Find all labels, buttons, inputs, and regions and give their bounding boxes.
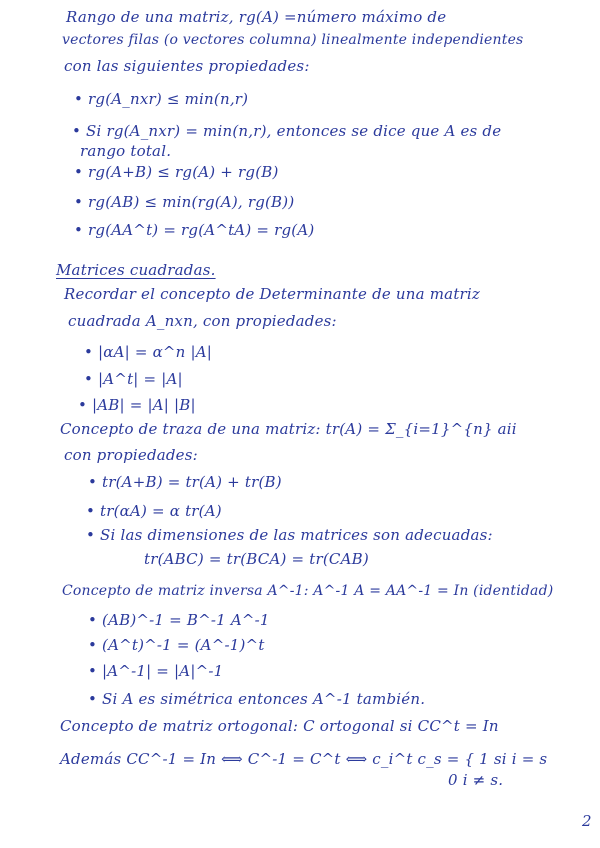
note-line-rg-producto: • rg(AB) ≤ min(rg(A), rg(B)) [74, 193, 295, 211]
note-line-inv-producto: • (AB)^-1 = B^-1 A^-1 [88, 611, 270, 629]
note-line-rg-min: • rg(A_nxr) ≤ min(n,r) [74, 90, 249, 108]
note-line-traza: Concepto de traza de una matriz: tr(A) = Σ_{i=1}^{n} aii [60, 420, 517, 438]
note-line-rg-suma: • rg(A+B) ≤ rg(A) + rg(B) [74, 163, 279, 181]
note-line-vectores-filas: vectores filas (o vectores columna) linealmente independientes [62, 32, 524, 48]
note-line-rg-transpuesta: • rg(AA^t) = rg(A^tA) = rg(A) [74, 221, 315, 239]
page-number: 2 [582, 812, 592, 830]
note-line-traza-propiedades: con propiedades: [64, 446, 198, 464]
note-line-rango-total: • Si rg(A_nxr) = min(n,r), entonces se dice que A es de [72, 122, 502, 140]
note-line-ortogonal: Concepto de matriz ortogonal: C ortogonal si CC^t = In [60, 717, 499, 735]
note-line-ademas: Además CC^-1 = In ⟺ C^-1 = C^t ⟺ c_i^t c_s = { 1 si i = s [60, 750, 548, 768]
note-line-tr-escalar: • tr(αA) = α tr(A) [86, 502, 222, 520]
note-line-inversa: Concepto de matriz inversa A^-1: A^-1 A = AA^-1 = In (identidad) [62, 583, 554, 599]
note-line-det-transpuesta: • |A^t| = |A| [84, 370, 183, 388]
note-line-rango-total-cont: rango total. [80, 142, 172, 160]
note-line-inv-simetrica: • Si A es simétrica entonces A^-1 también. [88, 690, 426, 708]
note-line-determinante: Recordar el concepto de Determinante de una matriz [64, 285, 481, 303]
note-line-inv-transpuesta: • (A^t)^-1 = (A^-1)^t [88, 636, 265, 654]
note-line-cuadrada: cuadrada A_nxn, con propiedades: [68, 312, 337, 330]
note-line-ademas-caso-2: 0 i ≠ s. [448, 771, 504, 789]
note-line-rango-definicion: Rango de una matriz, rg(A) =número máximo de [66, 8, 447, 26]
note-line-inv-det: • |A^-1| = |A|^-1 [88, 662, 224, 680]
heading-matrices-cuadradas: Matrices cuadradas. [56, 261, 216, 279]
note-line-det-producto: • |AB| = |A| |B| [78, 396, 196, 414]
note-line-tr-suma: • tr(A+B) = tr(A) + tr(B) [88, 473, 282, 491]
note-line-dimensiones: • Si las dimensiones de las matrices son adecuadas: [86, 526, 493, 544]
note-line-propiedades-intro: con las siguientes propiedades: [64, 57, 310, 75]
note-line-det-escalar: • |αA| = α^n |A| [84, 343, 213, 361]
note-line-tr-ciclica: tr(ABC) = tr(BCA) = tr(CAB) [144, 550, 369, 568]
